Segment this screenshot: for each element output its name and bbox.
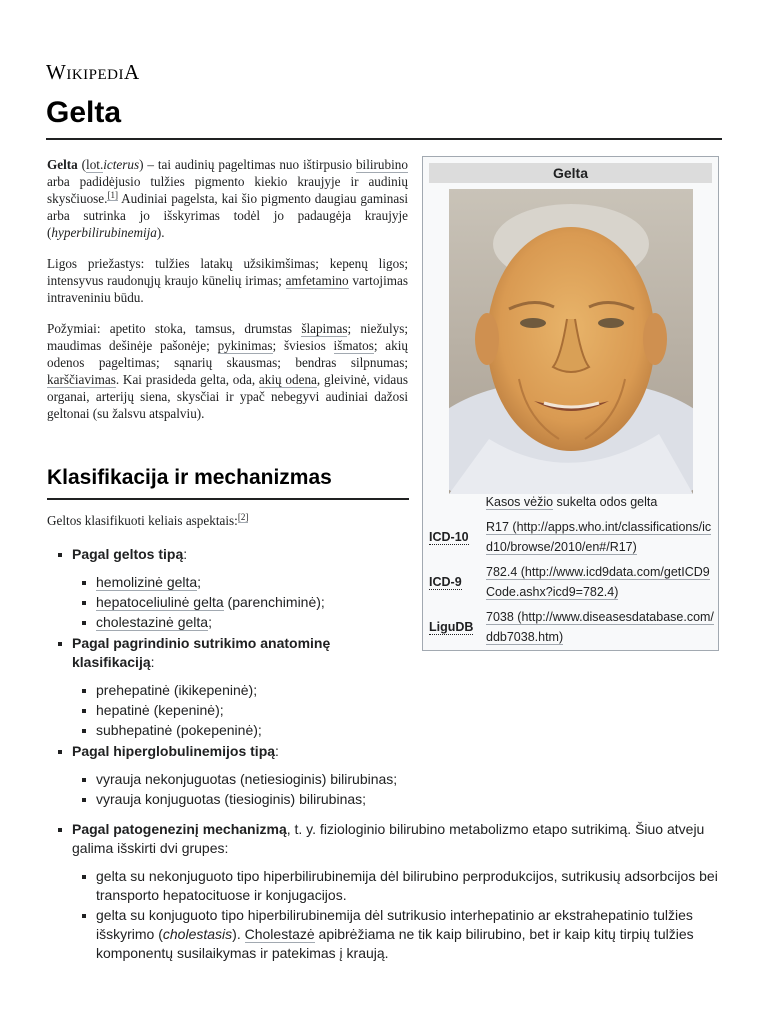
lead-term: Gelta bbox=[47, 157, 78, 172]
infobox-row-ligudb bbox=[429, 607, 714, 647]
sublist bbox=[82, 681, 388, 740]
list-item: hepatoceliulinė gelta (parenchiminė); bbox=[82, 593, 388, 612]
infobox-photo[interactable] bbox=[449, 189, 693, 494]
sublist bbox=[82, 573, 388, 632]
reference-1[interactable]: [1] bbox=[107, 189, 118, 200]
link-karsciavimas[interactable]: karščiavimas bbox=[47, 372, 116, 387]
link-amfetamino[interactable]: amfetamino bbox=[285, 273, 349, 288]
page-title: Gelta bbox=[46, 96, 722, 140]
infobox-caption: Kasos vėžio sukelta odos gelta bbox=[485, 495, 658, 509]
infobox-title: Gelta bbox=[429, 163, 712, 183]
list-item: Pagal hiperglobulinemijos tipą: vyrauja nekonjuguotas (netiesioginis) bilirubinas; vyrauja konjuguotas (tiesioginis) bilirubinas; bbox=[58, 742, 472, 809]
link-lot[interactable]: lot. bbox=[86, 157, 104, 172]
link-cholestaze[interactable]: Cholestazė bbox=[244, 926, 315, 942]
reference-2[interactable]: [2] bbox=[237, 511, 249, 522]
jaundice-face-image bbox=[449, 189, 693, 494]
infobox-key[interactable]: ICD-10 bbox=[429, 529, 469, 544]
infobox-value[interactable]: 7038 (http://www.diseasesdatabase.com/ddb7038.htm) bbox=[486, 610, 714, 644]
list-item: Pagal geltos tipą: hemolizinė gelta; hepatoceliulinė gelta (parenchiminė); cholestazinė gelta; bbox=[58, 545, 388, 632]
list-item: cholestazinė gelta; bbox=[82, 613, 388, 632]
infobox-row-icd10 bbox=[429, 517, 714, 557]
link-slapimas[interactable]: šlapimas bbox=[301, 321, 348, 336]
list-item: hemolizinė gelta; bbox=[82, 573, 388, 592]
lead-paragraph-1: Gelta (lot.icterus) – tai audinių pageltimas nuo ištirpusio bilirubino arba padidėjusio tulžies pigmento kiekio kraujyje ir audinių skysčiuose.[1] Audiniai pagelsta, kai šio pigmento daugiau gaminasi arba sutrinka jo išskyrimas todėl jo padaugėja kraujyje (hyperbilirubinemija). bbox=[47, 157, 408, 240]
link-cholestazine-gelta[interactable]: cholestazinė gelta bbox=[96, 614, 209, 630]
lead-paragraph-3: Požymiai: apetito stoka, tamsus, drumstas šlapimas; niežulys; maudimas dešinėje pašonėje; pykinimas; šviesios išmatos; akių odenos pageltimas; sąnarių skausmas; bendras silpnumas; karščiavimas. Kai prasideda gelta, oda, akių odena, gleivinė, vidaus organai, arterijų siena, skysčiai ir ypač nebegyvi audiniai dažosi geltonai (su žalsvu atspalviu). bbox=[47, 321, 408, 421]
link-hemolizine-gelta[interactable]: hemolizinė gelta bbox=[96, 574, 198, 590]
latin-term: icterus bbox=[103, 157, 140, 172]
list-item: gelta su konjuguoto tipo hiperbilirubinemija dėl sutrikusio interhepatinio ar ekstrahepatinio tulžies išskyrimo (cholestasis). Cholestazė apibrėžiama ne tik kaip bilirubino, bet ir kaip kitų tirpių tulžies komponentų susilaikymas ir patekimas į kraują. bbox=[82, 906, 722, 963]
list-item: vyrauja nekonjuguotas (netiesioginis) bilirubinas; bbox=[82, 770, 472, 789]
list-item: hepatinė (kepeninė); bbox=[82, 701, 388, 720]
link-akiu-odena[interactable]: akių odena bbox=[258, 372, 317, 387]
pathogenesis-list bbox=[58, 820, 722, 964]
logo-letter-w: W bbox=[46, 60, 67, 84]
classification-list bbox=[58, 545, 398, 810]
infobox-key[interactable]: LiguDB bbox=[429, 619, 474, 634]
link-pykinimas[interactable]: pykinimas bbox=[217, 338, 273, 353]
infobox-key[interactable]: ICD-9 bbox=[429, 574, 462, 589]
list-item: prehepatinė (ikikepeninė); bbox=[82, 681, 388, 700]
list-item: gelta su nekonjuguoto tipo hiperbilirubinemija dėl bilirubino perprodukcijos, sutrikusių adsorbcijos bei transporto hepatocituose ir konjugacijos. bbox=[82, 867, 722, 905]
logo-letters-small: IKIPEDI bbox=[66, 67, 124, 83]
hyperbilirubinemija-term: hyperbilirubinemija bbox=[51, 225, 157, 240]
section-heading: Klasifikacija ir mechanizmas bbox=[47, 466, 409, 500]
infobox-row-icd9 bbox=[429, 562, 714, 602]
list-item: subhepatinė (pokepeninė); bbox=[82, 721, 388, 740]
link-bilirubino[interactable]: bilirubino bbox=[355, 157, 408, 172]
infobox-value[interactable]: R17 (http://apps.who.int/classifications/icd10/browse/2010/en#/R17) bbox=[486, 520, 712, 554]
lead-paragraph-2: Ligos priežastys: tulžies latakų užsikimšimas; kepenų ligos; intensyvus raudonųjų kraujo kūnelių irimas; amfetamino vartojimas intraveniniu būdu. bbox=[47, 256, 408, 305]
link-ismatos[interactable]: išmatos bbox=[333, 338, 374, 353]
section-intro: Geltos klasifikuoti keliais aspektais:[2] bbox=[47, 511, 249, 528]
list-item: vyrauja konjuguotas (tiesioginis) bilirubinas; bbox=[82, 790, 472, 809]
sublist bbox=[82, 867, 722, 963]
link-hepatoceliuline-gelta[interactable]: hepatoceliulinė gelta bbox=[96, 594, 224, 610]
list-item: Pagal patogenezinį mechanizmą, t. y. fiziologinio bilirubino metabolizmo etapo sutrikimą. Šiuo atveju galima išskirti dvi grupes: gelta su nekonjuguoto tipo hiperbilirubinemija dėl bilirubino perprodukcijos, sutrikusių adsorbcijos bei transporto hepatocituose ir konjugacijos. gelta su konjuguoto tipo hiperbilirubinemija dėl sutrikusio interhepatinio ar ekstrahepatinio tulžies išskyrimo (cholestasis). Cholestazė apibrėžiama ne tik kaip bilirubino, bet ir kaip kitų tirpių tulžies komponentų susilaikymas ir patekimas į kraują. bbox=[58, 820, 722, 963]
list-item: Pagal pagrindinio sutrikimo anatominę klasifikaciją: prehepatinė (ikikepeninė); hepatinė (kepeninė); subhepatinė (pokepeninė); bbox=[58, 634, 388, 740]
infobox-value[interactable]: 782.4 (http://www.icd9data.com/getICD9Code.ashx?icd9=782.4) bbox=[486, 565, 710, 599]
link-kasos-vezio[interactable]: Kasos vėžio bbox=[485, 495, 554, 509]
infobox bbox=[422, 156, 719, 651]
wikipedia-logo[interactable] bbox=[46, 60, 140, 85]
lead-section bbox=[47, 156, 408, 436]
logo-letter-a: A bbox=[123, 60, 140, 84]
sublist bbox=[82, 770, 472, 809]
